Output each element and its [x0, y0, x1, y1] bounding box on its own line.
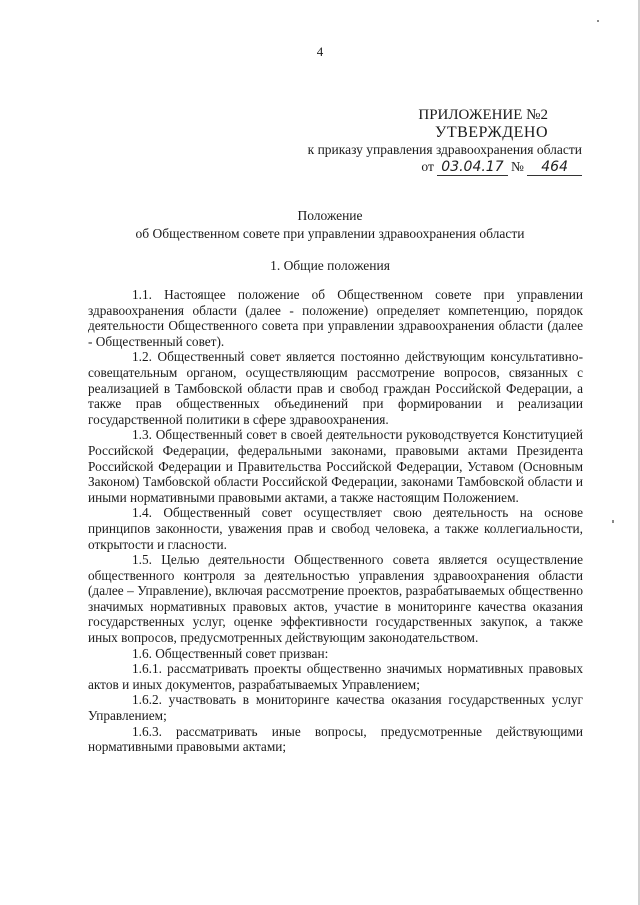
paragraph: 1.5. Целью деятельности Общественного совета является осуществление общественного контроля за деятельностью управления здравоохранения области (далее – Управление), включая рассмотрение проектов, разрабатываемых общественно значимых нормативных правовых актов, участие в мониторинге качества оказания государственных услуг, оценке эффективности государственных закупок, а также иных вопросов, предусмотренных действующим законодательством. [88, 552, 583, 646]
annex-label: ПРИЛОЖЕНИЕ №2 [418, 107, 548, 123]
paragraph: 1.6.2. участвовать в мониторинге качества оказания государственных услуг Управлением; [88, 692, 583, 724]
title-line-2: об Общественном совете при управлении здравоохранения области [135, 226, 525, 241]
approved-label: УТВЕРЖДЕНО [434, 124, 548, 141]
paragraph: 1.2. Общественный совет является постоянно действующим консультативно-совещательным органом, осуществляющим рассмотрение вопросов, связанных с реализацией в Тамбовской области прав и свобод граждан Российской Федерации, а также прав общественных объединений при формировании и реализации государственной политики в сфере здравоохранения. [88, 349, 583, 427]
number-prefix: № [511, 159, 524, 174]
paragraph: 1.3. Общественный совет в своей деятельности руководствуется Конституцией Российской Федерации, федеральными законами, правовыми актами Президента Российской Федерации и Правительства Российской Федерации, Уставом (Основным Законом) Тамбовской области Российской Федерации, законами Тамбовской области и иными нормативными правовыми актами, а также настоящим Положением. [88, 427, 583, 505]
title-line-1: Положение [297, 208, 363, 223]
handwritten-date: 03.04.17 [437, 160, 507, 176]
handwritten-number: 464 [527, 160, 582, 176]
order-date-line [308, 158, 582, 176]
paragraph: 1.4. Общественный совет осуществляет свою деятельность на основе принципов законности, уважения прав и свобод человека, а также коллегиальности, открытости и гласности. [88, 505, 583, 552]
scan-speck [597, 20, 599, 22]
body-text [88, 287, 583, 755]
paragraph: 1.6. Общественный совет призван: [132, 645, 329, 661]
section-heading: 1. Общие положения [270, 258, 390, 273]
scan-speck [612, 520, 614, 523]
appendix-block [308, 107, 582, 176]
page-number: 4 [316, 44, 324, 59]
paragraph: 1.6.3. рассматривать иные вопросы, предусмотренные действующими нормативными правовыми актами; [88, 723, 583, 755]
date-prefix: от [421, 159, 434, 174]
paragraph: 1.6.1. рассматривать проекты общественно значимых нормативных правовых актов и иных документов, разрабатываемых Управлением; [88, 661, 583, 692]
document-title [70, 207, 590, 243]
order-line: к приказу управления здравоохранения области [307, 142, 582, 157]
paragraph: 1.1. Настоящее положение об Общественном совете при управлении здравоохранения области (далее - положение) определяет компетенцию, порядок деятельности Общественного совета при управлении здравоохранения области (далее - Общественный совет). [88, 287, 583, 349]
